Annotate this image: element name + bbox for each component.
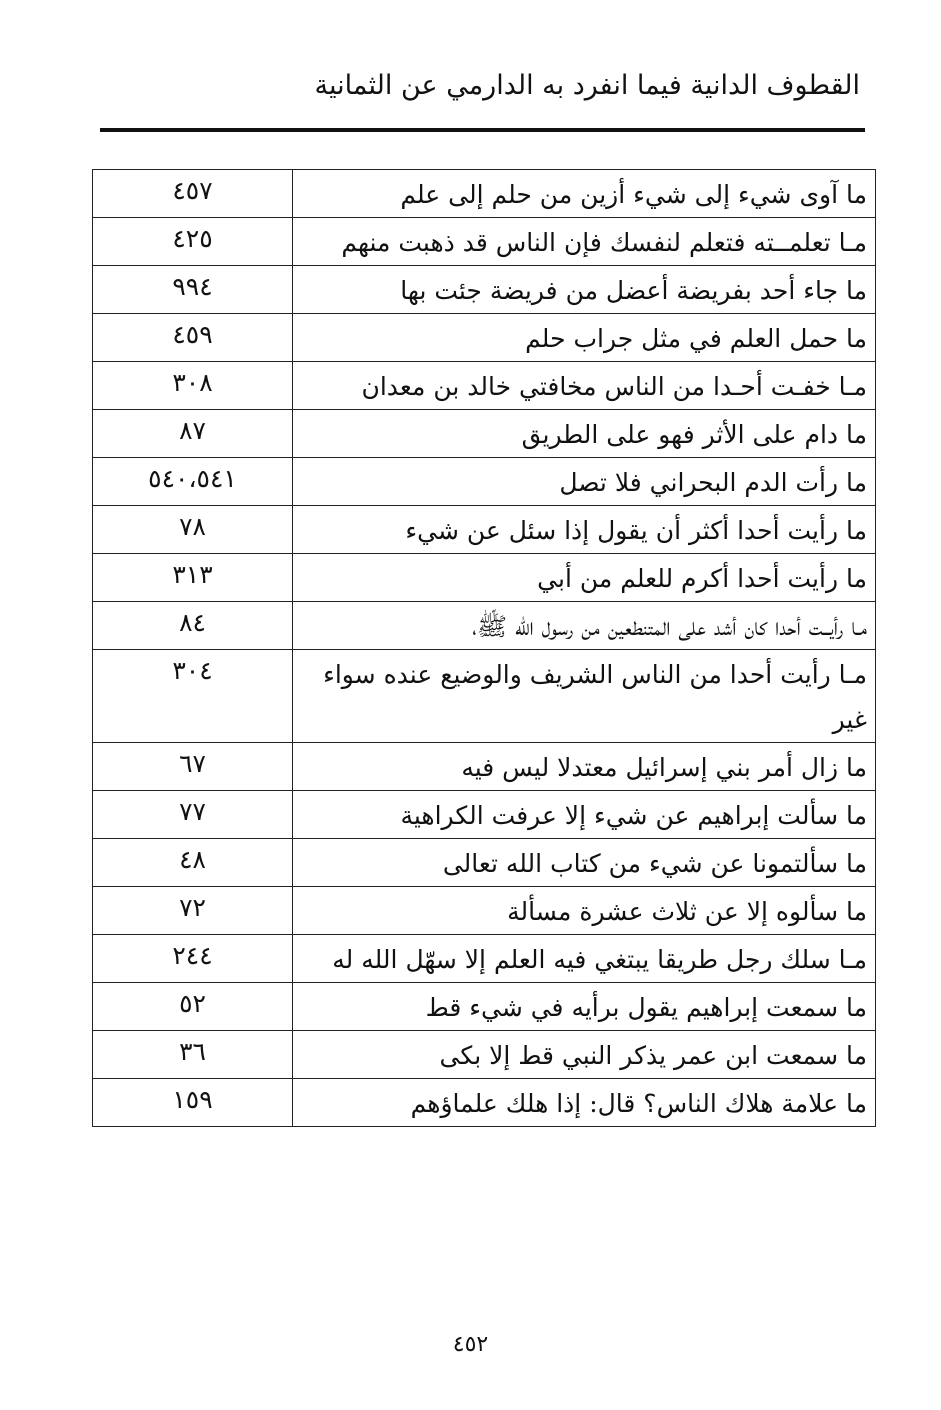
entry-text: ما سمعت ابن عمر يذكر النبي قط إلا بكى [293, 1031, 876, 1079]
entry-text: مـا رأيــت أحدا كان أشد على المتنطعين من رسول الله ﷺ، [293, 602, 876, 650]
entry-text: ما سألتمونا عن شيء من كتاب الله تعالى [293, 839, 876, 887]
entry-text: مـا سلك رجل طريقا يبتغي فيه العلم إلا سهّل الله له [293, 935, 876, 983]
entry-page: ٤٥٩ [93, 314, 293, 362]
entry-page: ٥٤٠،٥٤١ [93, 458, 293, 506]
entry-text: ما حمل العلم في مثل جراب حلم [293, 314, 876, 362]
entry-text: مـا خفـت أحـدا من الناس مخافتي خالد بن معدان [293, 362, 876, 410]
entry-text: مـا تعلمــته فتعلم لنفسك فإن الناس قد ذهبت منهم [293, 218, 876, 266]
table-row [93, 1031, 876, 1079]
entry-page: ٧٢ [93, 887, 293, 935]
table-row [93, 887, 876, 935]
entry-text: ما رأت الدم البحراني فلا تصل [293, 458, 876, 506]
entry-text: ما دام على الأثر فهو على الطريق [293, 410, 876, 458]
table-row [93, 935, 876, 983]
entry-page: ٢٤٤ [93, 935, 293, 983]
entry-page: ٧٨ [93, 506, 293, 554]
entry-page: ١٥٩ [93, 1079, 293, 1127]
entry-page: ٤٢٥ [93, 218, 293, 266]
table-row [93, 458, 876, 506]
table-row [93, 554, 876, 602]
entry-text: ما زال أمر بني إسرائيل معتدلا ليس فيه [293, 743, 876, 791]
entry-text: ما جاء أحد بفريضة أعضل من فريضة جئت بها [293, 266, 876, 314]
index-table [92, 169, 876, 1127]
table-row [93, 266, 876, 314]
entry-page: ٨٤ [93, 602, 293, 650]
entry-text: ما سمعت إبراهيم يقول برأيه في شيء قط [293, 983, 876, 1031]
entry-text: ما سألوه إلا عن ثلاث عشرة مسألة [293, 887, 876, 935]
table-row [93, 170, 876, 218]
entry-text: ما علامة هلاك الناس؟ قال: إذا هلك علماؤهم [293, 1079, 876, 1127]
running-header-title: القطوف الدانية فيما انفرد به الدارمي عن الثمانية [314, 70, 860, 101]
table-row [93, 218, 876, 266]
entry-text: مـا رأيت أحدا من الناس الشريف والوضيع عنده سواء غير [293, 650, 876, 743]
table-row [93, 602, 876, 650]
entry-page: ٣٠٤ [93, 650, 293, 743]
entry-page: ٨٧ [93, 410, 293, 458]
entry-page: ٣١٣ [93, 554, 293, 602]
entry-page: ٤٨ [93, 839, 293, 887]
table-row [93, 314, 876, 362]
table-row [93, 362, 876, 410]
page-number: ٤٥٢ [452, 1332, 489, 1357]
entry-page: ٤٥٧ [93, 170, 293, 218]
entry-page: ٣٠٨ [93, 362, 293, 410]
entry-text: ما سألت إبراهيم عن شيء إلا عرفت الكراهية [293, 791, 876, 839]
header-divider [100, 128, 865, 132]
table-row [93, 650, 876, 743]
table-row [93, 791, 876, 839]
entry-text: ما آوى شيء إلى شيء أزين من حلم إلى علم [293, 170, 876, 218]
table-row [93, 743, 876, 791]
entry-page: ٧٧ [93, 791, 293, 839]
table-row [93, 1079, 876, 1127]
entry-page: ٦٧ [93, 743, 293, 791]
table-row [93, 506, 876, 554]
entry-page: ٥٢ [93, 983, 293, 1031]
table-row [93, 983, 876, 1031]
entry-text: ما رأيت أحدا أكثر أن يقول إذا سئل عن شيء [293, 506, 876, 554]
table-row [93, 839, 876, 887]
entry-page: ٩٩٤ [93, 266, 293, 314]
entry-page: ٣٦ [93, 1031, 293, 1079]
entry-text: ما رأيت أحدا أكرم للعلم من أبي [293, 554, 876, 602]
table-row [93, 410, 876, 458]
